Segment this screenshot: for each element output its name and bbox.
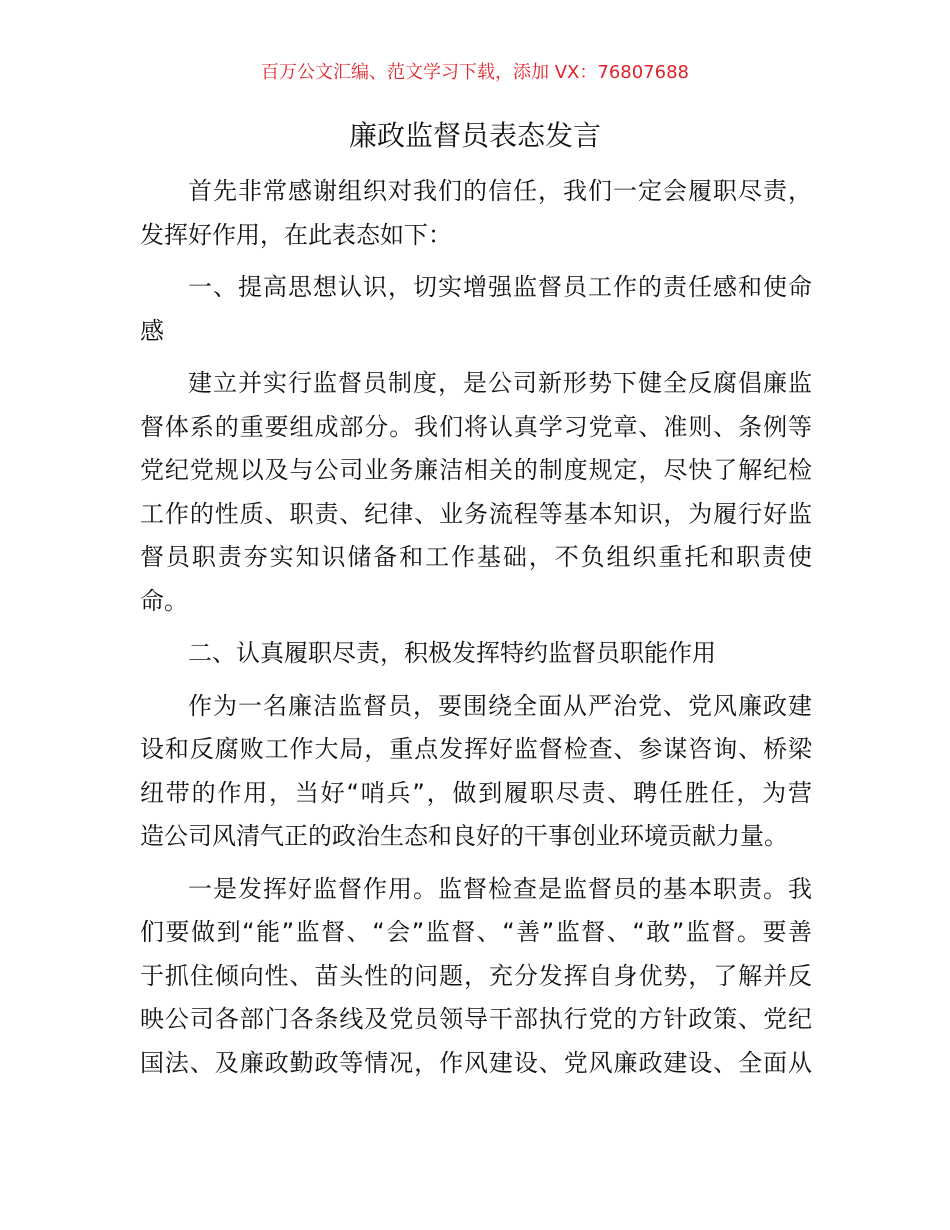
paragraph [140, 362, 812, 623]
download-banner: 百万公文汇编、范文学习下载，添加 VX：76807688 [261, 62, 689, 83]
text-line: 们要做到“能”监督、“会”监督、“善”监督、“敢”监督。要善 [140, 918, 812, 946]
text-line: 一、提高思想认识，切实增强监督员工作的责任感和使命 [188, 273, 812, 301]
text-line: 感 [140, 316, 164, 345]
text-line: 命。 [140, 586, 188, 615]
document-body [140, 170, 812, 1094]
text-line: 于抓住倾向性、苗头性的问题，充分发挥自身优势，了解并反 [140, 961, 812, 990]
paragraph [140, 266, 812, 353]
text-line: 设和反腐败工作大局，重点发挥好监督检查、参谋咨询、桥梁 [140, 735, 812, 763]
paragraph [140, 632, 812, 676]
paragraph [140, 868, 812, 1086]
text-line: 工作的性质、职责、纪律、业务流程等基本知识，为履行好监 [140, 499, 812, 528]
text-line: 作为一名廉洁监督员，要围绕全面从严治党、党风廉政建 [188, 691, 812, 720]
text-line: 督体系的重要组成部分。我们将认真学习党章、准则、条例等 [140, 412, 812, 441]
text-line: 党纪党规以及与公司业务廉洁相关的制度规定，尽快了解纪检 [140, 456, 812, 484]
text-line: 二、认真履职尽责，积极发挥特约监督员职能作用 [188, 639, 716, 667]
text-line: 纽带的作用，当好“哨兵”，做到履职尽责、聘任胜任，为营 [140, 778, 812, 807]
text-line: 国法、及廉政勤政等情况，作风建设、党风廉政建设、全面从 [140, 1048, 812, 1077]
paragraph [140, 685, 812, 859]
text-line: 发挥好作用，在此表态如下： [140, 220, 452, 249]
text-line: 首先非常感谢组织对我们的信任，我们一定会履职尽责， [188, 177, 812, 205]
text-line: 造公司风清气正的政治生态和良好的干事创业环境贡献力量。 [140, 822, 788, 850]
text-line: 督员职责夯实知识储备和工作基础，不负组织重托和职责使 [140, 543, 812, 571]
paragraph [140, 170, 812, 257]
text-line: 建立并实行监督员制度，是公司新形势下健全反腐倡廉监 [188, 369, 812, 397]
text-line: 一是发挥好监督作用。监督检查是监督员的基本职责。我 [188, 874, 812, 903]
document-title: 廉政监督员表态发言 [348, 119, 601, 152]
text-line: 映公司各部门各条线及党员领导干部执行党的方针政策、党纪 [140, 1005, 812, 1033]
